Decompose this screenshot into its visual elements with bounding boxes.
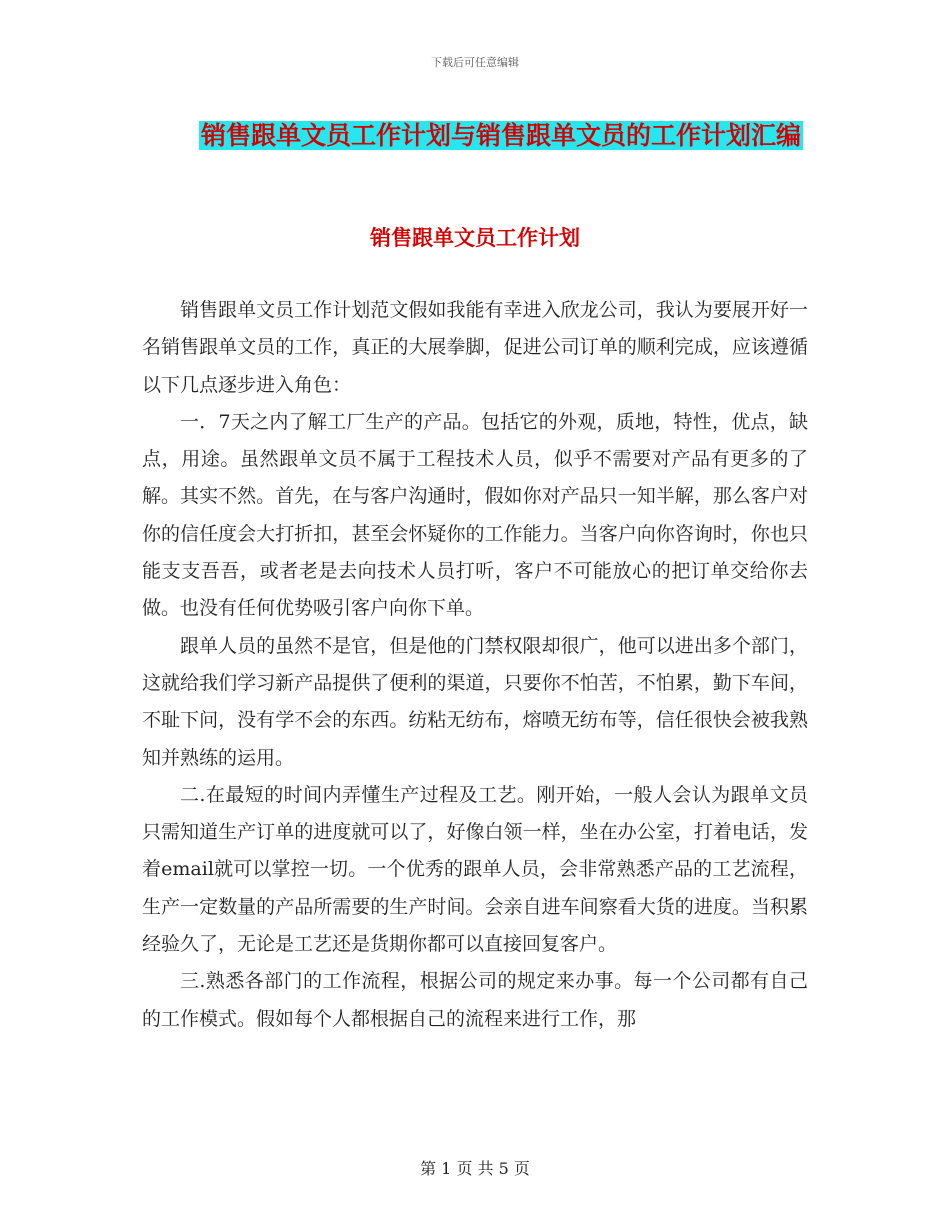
paragraph: 三.熟悉各部门的工作流程，根据公司的规定来办事。每一个公司都有自己的工作模式。假如每个人都根据自己的流程来进行工作，那 xyxy=(142,970,808,1030)
document-title xyxy=(196,112,806,159)
document-title-text: 销售跟单文员工作计划与销售跟单文员的工作计划汇编 xyxy=(200,121,801,150)
paragraph: 一．7天之内了解工厂生产的产品。包括它的外观，质地，特性，优点，缺点，用途。虽然跟单文员不属于工程技术人员，似乎不需要对产品有更多的了解。其实不然。首先，在与客户沟通时，假如你对产品只一知半解，那么客户对你的信任度会大打折扣，甚至会怀疑你的工作能力。当客户向你咨询时，你也只能支支吾吾，或者老是去向技术人员打听，客户不可能放心的把订单交给你去做。也没有任何优势吸引客户向你下单。 xyxy=(142,410,808,620)
section-title: 销售跟单文员工作计划 xyxy=(370,226,580,250)
paragraph: 二.在最短的时间内弄懂生产过程及工艺。刚开始，一般人会认为跟单文员只需知道生产订单的进度就可以了，好像白领一样，坐在办公室，打着电话，发着email就可以掌控一切。一个优秀的跟单人员，会非常熟悉产品的工艺流程，生产一定数量的产品所需要的生产时间。会亲自进车间察看大货的进度。当积累经验久了，无论是工艺还是货期你都可以直接回复客户。 xyxy=(142,783,808,956)
paragraph: 销售跟单文员工作计划范文假如我能有幸进入欣龙公司，我认为要展开好一名销售跟单文员的工作，真正的大展拳脚，促进公司订单的顺利完成，应该遵循以下几点逐步进入角色： xyxy=(142,299,808,396)
paragraph: 跟单人员的虽然不是官，但是他的门禁权限却很广，他可以进出多个部门，这就给我们学习新产品提供了便利的渠道，只要你不怕苦，不怕累，勤下车间，不耻下问，没有学不会的东西。纺粘无纺布，熔喷无纺布等，信任很快会被我熟知并熟练的运用。 xyxy=(142,634,808,769)
page-footer: 第 1 页 共 5 页 xyxy=(420,1159,530,1178)
body-text xyxy=(142,292,808,1038)
header-note: 下载后可任意编辑 xyxy=(431,56,519,69)
